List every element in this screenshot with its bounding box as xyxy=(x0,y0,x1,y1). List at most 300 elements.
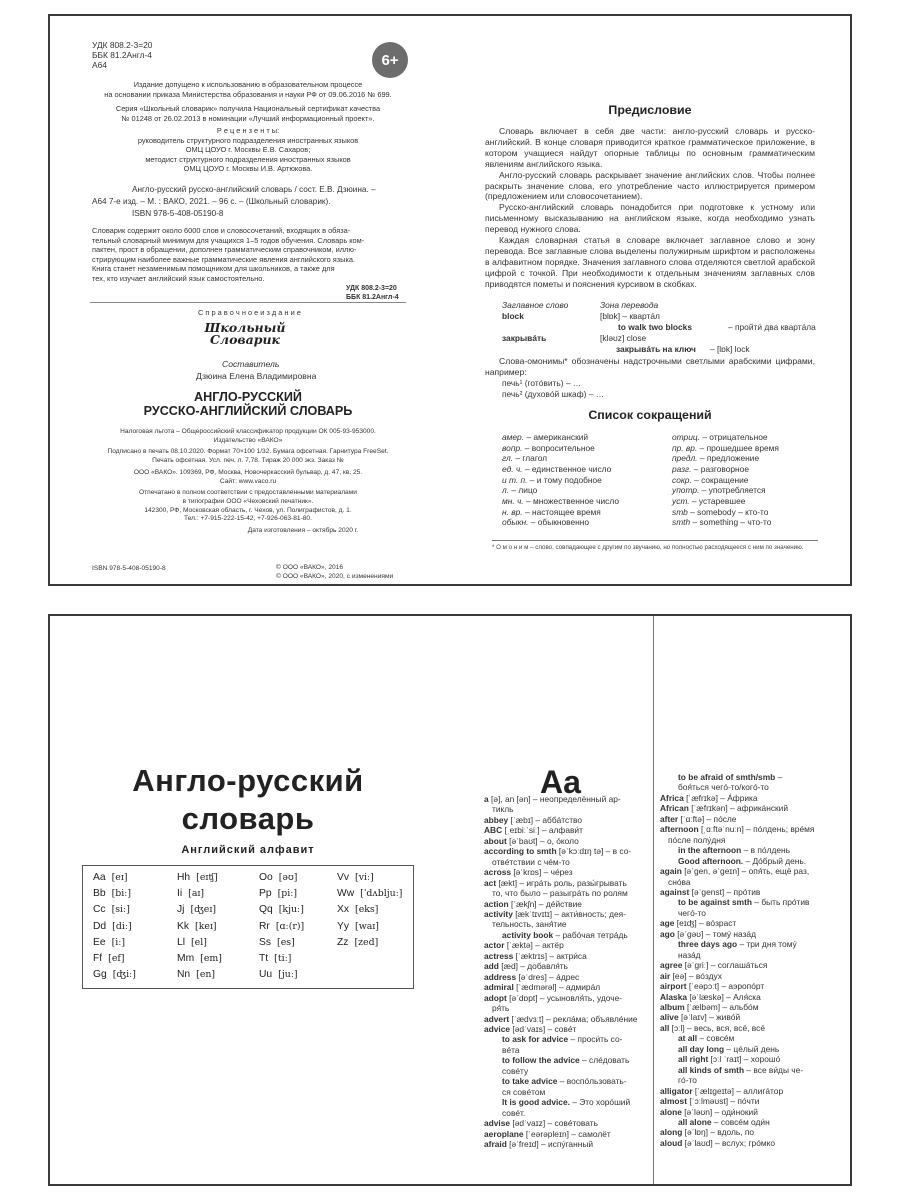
abbreviation-row: н. вр. – настоящее время xyxy=(502,506,601,517)
homonym-example: печь² (духовóй шкаф) – … xyxy=(502,389,605,399)
entry-headword: adopt xyxy=(484,992,507,1003)
dictionary-entry xyxy=(484,1066,648,1076)
letter-transcription: [iː] xyxy=(111,936,126,948)
entry-translation: [ˈædmǝrǝl] – адмирáл xyxy=(516,982,601,993)
dictionary-entry xyxy=(660,992,844,1002)
dictionary-entry xyxy=(484,940,648,950)
entry-translation: [ǝˈbaʊt] – о, óколо xyxy=(509,835,579,846)
abbreviation-term: пр. вр. xyxy=(672,442,698,453)
footnote: * О м о н и м – слово, совпадающее с другим по звучанию, но полностью расходящееся с ним по значению. xyxy=(492,540,818,552)
entry-translation: боя́ться чегó-то/когó-то xyxy=(678,782,769,793)
entry-translation: то, что было – разыгрáть по ролям xyxy=(492,888,628,899)
dictionary-entry xyxy=(484,930,648,940)
letter-glyph: Mm xyxy=(177,953,195,964)
tech-line: Издательство «ВАКО» xyxy=(213,436,283,444)
abbreviation-meaning: глагол xyxy=(522,453,548,464)
entry-headword: all xyxy=(660,1022,670,1033)
abbreviations-left xyxy=(502,432,619,528)
entry-headword: about xyxy=(484,835,507,846)
alphabet-letter xyxy=(337,886,402,902)
abbreviation-row: гл. – глагол xyxy=(502,453,548,464)
entry-translation: [ǝˈfreɪd] – испу́ганный xyxy=(509,1138,594,1149)
bbk-line: ББК 81.2Англ-4 xyxy=(92,50,152,60)
entry-translation: [eǝ] – вóздух xyxy=(672,970,722,981)
dictionary-entry xyxy=(660,803,844,813)
alphabet-letter xyxy=(337,935,378,951)
alphabet-letter xyxy=(337,870,374,886)
entry-translation: [ǝˈlaɪv] – живóй xyxy=(680,1012,741,1023)
reviewer-line: ОМЦ ЦОУО г. Москвы Е.В. Сахаров; xyxy=(185,145,311,155)
entry-translation: [ˈælɪgeɪtǝ] – аллигáтор xyxy=(694,1085,784,1096)
example-head: block xyxy=(502,311,524,321)
catalog-line: А64 7-е изд. – М. : ВАКО, 2021. – 96 с. – (Школьный словарик). xyxy=(92,197,331,206)
annotation-line: тех, кто изучает английский язык самостоятельно. xyxy=(92,273,265,283)
entry-headword: air xyxy=(660,970,671,981)
abbreviation-meaning: предложение xyxy=(706,453,760,464)
dictionary-entry xyxy=(660,835,844,845)
reviewer-line: ОМЦ ЦОУО г. Москвы И.В. Артюкова. xyxy=(183,164,313,174)
entry-headword: album xyxy=(660,1001,685,1012)
letter-transcription: [zed] xyxy=(354,936,379,948)
entry-translation: [ˈædvɜːt] – реклáма; объявлéние xyxy=(511,1013,638,1024)
entry-headword: airport xyxy=(660,981,687,992)
annotation-line: тельный словарный минимум для учащихся 1–5 годов обучения. Словарь ком- xyxy=(92,235,365,245)
dictionary-entry xyxy=(484,857,648,867)
entry-translation: [ǝˈkrɒs] – чéрез xyxy=(513,867,573,878)
tech-line: Сайт: www.vaco.ru xyxy=(219,477,277,485)
udk-block xyxy=(92,40,152,70)
entry-headword: alive xyxy=(660,1012,679,1023)
abbreviation-row: предл. – предложение xyxy=(672,453,760,464)
letter-transcription: [el] xyxy=(191,936,207,948)
example-translation: [blɒk] – квартáл xyxy=(600,311,660,321)
abbreviation-meaning: устаревшее xyxy=(698,495,746,506)
annotation-line: Словарик содержит около 6000 слов и словосочетаний, входящих в обяза- xyxy=(92,226,351,235)
entry-translation: [ǝˈlaʊd] – вслух; грóмко xyxy=(684,1137,776,1148)
abbreviation-term: разг. xyxy=(672,463,692,474)
alphabet-letter xyxy=(93,870,127,886)
dictionary-entry xyxy=(484,1014,648,1024)
entry-headword: add xyxy=(484,961,499,972)
entry-headword: afternoon xyxy=(660,824,699,835)
letter-transcription: [ʤeɪ] xyxy=(190,904,216,916)
entry-headword: alligator xyxy=(660,1085,693,1096)
letter-glyph: Xx xyxy=(337,904,350,916)
annotation-line: Книга станет незаменимым помощником для школьников, а также для xyxy=(92,264,335,274)
entry-headword: African xyxy=(660,803,689,814)
alphabet-letter xyxy=(259,935,295,951)
udk-right-block xyxy=(346,284,399,302)
letter-glyph: Ii xyxy=(177,888,183,900)
entry-translation: тикль xyxy=(492,804,514,815)
entry-headword: admiral xyxy=(484,982,514,993)
tech-line: Дата изготовления – октябрь 2020 г. xyxy=(247,527,359,535)
abbreviation-meaning: и тому подобное xyxy=(536,474,602,485)
isbn-bottom: ISBN 978-5-408-05190-8 xyxy=(92,565,166,572)
abbreviation-meaning: вопросительное xyxy=(531,442,595,453)
letter-transcription: [viː] xyxy=(355,872,374,883)
entry-translation: [ˈæktrɪs] – актри́са xyxy=(515,950,587,961)
entry-translation: [ǝdˈvaɪs] – совéт xyxy=(512,1023,577,1034)
dictionary-entry xyxy=(484,1129,648,1139)
entry-translation: гó-то xyxy=(678,1075,697,1086)
abbreviation-meaning: множественное число xyxy=(532,495,619,506)
letter-transcription: [ʤiː] xyxy=(112,969,136,981)
letter-glyph: Hh xyxy=(177,872,191,883)
preface-paragraph: Словарь включает в себя две части: англо-русский словарь и русско-английский. В конце словаря приводится краткое грамматическое приложение, в котором учащиеся найдут опорные таблицы по основным грамматическим явлениям английского языка. xyxy=(485,126,815,169)
preface-paragraph: Русско-английский словарь понадобится при подготовке к устному или письменному высказыванию на английском языке, когда необходимо узнать перевод нужного слова. xyxy=(485,202,815,235)
entry-headword: advert xyxy=(484,1013,510,1024)
abbreviation-term: smb xyxy=(672,506,688,517)
alphabet-letter xyxy=(259,870,297,886)
entry-headword: ABC xyxy=(484,825,503,836)
abbreviation-meaning: лицо xyxy=(518,485,538,496)
abbreviation-row: л. – лицо xyxy=(502,485,538,496)
entry-headword: almost xyxy=(660,1096,687,1107)
dictionary-entry xyxy=(660,918,844,928)
abbreviation-row: ед. ч. – единственное число xyxy=(502,463,612,474)
alphabet-letter xyxy=(93,935,125,951)
dictionary-entry xyxy=(484,1087,648,1097)
letter-glyph: Jj xyxy=(177,904,185,916)
letter-transcription: [juː] xyxy=(278,969,298,981)
tech-block xyxy=(90,428,406,536)
entry-translation: [ˈælbǝm] – альбóм xyxy=(687,1001,759,1012)
letter-glyph: Uu xyxy=(259,969,273,981)
letter-glyph: Aa xyxy=(93,872,106,883)
abbreviation-row: вопр. – вопросительное xyxy=(502,442,595,453)
abbreviation-meaning: американский xyxy=(533,432,589,442)
entry-headword: actor xyxy=(484,940,505,951)
entry-translation: – воспóльзовать- xyxy=(559,1076,627,1087)
entry-headword: age xyxy=(660,918,675,929)
letter-transcription: [biː] xyxy=(111,888,132,900)
entry-translation: – xyxy=(777,772,783,782)
entry-translation: вéта xyxy=(502,1044,520,1055)
letter-transcription: [ǝʊ] xyxy=(278,872,298,883)
entry-headword: all alone xyxy=(678,1116,712,1127)
dictionary-entry xyxy=(660,877,844,887)
dictionary-entry xyxy=(484,972,648,982)
reviewers-title: Р е ц е н з е н т ы: xyxy=(216,126,280,135)
entry-translation: пóсле полу́дня xyxy=(668,834,726,845)
letter-transcription: [aɪ] xyxy=(188,888,205,900)
abbreviation-meaning: единственное число xyxy=(531,463,612,474)
dictionary-entry xyxy=(660,960,844,970)
abbreviation-row: сокр. – сокращение xyxy=(672,474,749,485)
dictionary-entry xyxy=(660,1127,844,1137)
dictionary-entry xyxy=(484,888,648,898)
dictionary-entry xyxy=(484,1055,648,1065)
catalog-block xyxy=(92,184,376,220)
abbreviation-meaning: отрицательное xyxy=(709,432,768,442)
dictionary-entry xyxy=(484,1118,648,1128)
entry-translation: [eɪʤ] – вóзраст xyxy=(676,918,737,929)
preface-title: Предисловие xyxy=(608,103,692,117)
entry-headword: afraid xyxy=(484,1138,507,1149)
alphabet-letter xyxy=(337,919,379,935)
letter-glyph: Dd xyxy=(93,920,107,932)
dictionary-entry xyxy=(484,909,648,919)
entry-translation: [ǝˈgriː] – соглашáться xyxy=(684,960,768,971)
entry-translation: [ǝˈlǝʊn] – оди́нокий xyxy=(684,1106,758,1117)
entry-translation: [ˈæfrɪkǝ] – Áфрика xyxy=(686,792,758,803)
entry-translation: тельность, заня́тие xyxy=(492,919,567,930)
entry-translation: [ǝˈlæskǝ] – Аля́ска xyxy=(689,991,761,1002)
tech-line: ООО «ВАКО». 109369, РФ, Москва, Новочеркасский бульвар, д. 47, кв. 25. xyxy=(133,468,363,476)
example-head: to walk two blocks xyxy=(618,322,692,332)
alphabet-letter xyxy=(259,886,297,902)
letter-glyph: Zz xyxy=(337,936,349,948)
abbreviation-row: разг. – разговорное xyxy=(672,463,749,474)
entry-translation: снóва xyxy=(668,876,691,887)
dictionary-entry xyxy=(660,1138,844,1148)
abbreviation-term: уст. xyxy=(672,495,690,506)
abbreviation-term: употр. xyxy=(672,485,700,496)
abbreviation-meaning: somebody – кто-то xyxy=(697,506,769,517)
entry-headword: a xyxy=(484,794,489,804)
entry-headword: again xyxy=(660,866,682,877)
section-letter: Aa xyxy=(540,764,581,800)
letter-glyph: Vv xyxy=(337,872,350,883)
entry-headword: It is good advice. xyxy=(502,1097,570,1108)
abbreviation-meaning: something – что-то xyxy=(699,517,772,528)
dictionary-entry xyxy=(484,825,648,835)
dictionary-entry xyxy=(660,929,844,939)
entry-translation: [ˈɑːftǝ] – пóсле xyxy=(680,813,737,824)
alphabet-letter xyxy=(177,951,222,967)
homonyms-text: Слова-омонимы* обозначены надстрочными светлыми арабскими цифрами, например: xyxy=(485,356,815,377)
abbreviation-row: smb – somebody – кто-то xyxy=(672,506,769,517)
dictionary-entry xyxy=(660,1033,844,1043)
dictionary-entry xyxy=(484,1024,648,1034)
alphabet-letter xyxy=(177,967,215,983)
dictionary-entry xyxy=(484,1003,648,1013)
entry-translation: – рабóчая тетрáдь xyxy=(555,929,628,940)
dictionary-entry xyxy=(660,1117,844,1127)
dictionary-entry xyxy=(660,866,844,876)
entry-translation: – три дня томý xyxy=(739,939,797,950)
preface-paragraph: Англо-русский словарь раскрывает значение английских слов. Чтобы полнее раскрыть значение слова, его употребление часто иллюстрируется примером (предложением или словосочетанием). xyxy=(485,169,815,202)
letter-glyph: Ll xyxy=(177,936,186,948)
author-sign: А64 xyxy=(92,60,107,70)
letter-glyph: Tt xyxy=(259,953,269,964)
entry-translation: [ɔːl ˈraɪt] – хорошó xyxy=(710,1054,781,1065)
entry-translation: [ǝˈdres] – áдрес xyxy=(518,971,580,982)
alphabet-letter xyxy=(177,886,204,902)
alphabet-letter xyxy=(259,919,304,935)
entry-translation: совéт. xyxy=(502,1107,526,1118)
dictionary-entry xyxy=(484,867,648,877)
dictionary-entry xyxy=(660,981,844,991)
example-translation: – пройти́ два квартáла xyxy=(728,322,816,332)
alphabet-title: Английский алфавит xyxy=(181,844,315,856)
dictionary-title-line: Англо-русский xyxy=(132,763,364,798)
dictionary-entry xyxy=(660,1023,844,1033)
entry-translation: – совсéм xyxy=(699,1033,735,1044)
dictionary-entry xyxy=(484,846,648,856)
alphabet-letter xyxy=(93,967,136,983)
udk-line: УДК 808.2-3=20 xyxy=(92,40,153,50)
entry-headword: action xyxy=(484,898,509,909)
abbreviation-term: л. xyxy=(502,485,510,496)
example-head: закрывáть xyxy=(502,333,547,343)
entry-translation: [ˌeɪbiːˈsiː] – алфави́т xyxy=(504,825,583,836)
dictionary-entry xyxy=(484,1108,648,1118)
alphabet-letter xyxy=(93,919,132,935)
entry-translation: назáд xyxy=(678,949,701,960)
dictionary-entry xyxy=(660,793,844,803)
letter-transcription: [eɪʧ] xyxy=(196,872,218,883)
abbreviation-term: сокр. xyxy=(672,474,692,485)
isbn-line: ISBN 978-5-408-05190-8 xyxy=(132,209,224,218)
entry-headword: to follow the advice xyxy=(502,1055,580,1066)
dictionary-entry xyxy=(484,899,648,909)
entry-headword: according to smth xyxy=(484,846,557,857)
example-head: закрывáть на ключ xyxy=(616,344,696,354)
entry-headword: actress xyxy=(484,950,514,961)
letter-glyph: Rr xyxy=(259,920,270,932)
letter-transcription: [ef] xyxy=(108,953,125,964)
entry-translation: [ǝdˈvaɪz] – совéтовать xyxy=(512,1118,598,1129)
entry-headword: against xyxy=(660,886,690,897)
compiler-title: Составитель xyxy=(222,359,280,369)
abbreviation-term: ед. ч. xyxy=(502,463,523,474)
abbreviation-term: smth xyxy=(672,517,691,528)
logo-line: Школьный xyxy=(204,320,286,335)
entry-headword: ago xyxy=(660,928,675,939)
tech-line: 142300, РФ, Московская область, г. Чехов, ул. Полиграфистов, д. 1. xyxy=(144,506,352,514)
dictionary-entry xyxy=(660,897,844,907)
letter-glyph: Bb xyxy=(93,888,106,900)
dictionary-title xyxy=(90,762,406,838)
letter-transcription: [piː] xyxy=(277,888,298,900)
entry-headword: act xyxy=(484,877,497,888)
letter-glyph: Cc xyxy=(93,904,106,916)
entry-headword: Good afternoon. xyxy=(678,855,744,866)
dictionary-column-2 xyxy=(660,772,844,1148)
dictionary-entry xyxy=(484,836,648,846)
entry-translation: [ˈeǝrǝpleɪn] – самолёт xyxy=(525,1128,611,1139)
abbreviation-term: обыкн. xyxy=(502,517,529,528)
dictionary-entry xyxy=(484,1097,648,1107)
entry-headword: to be against smth xyxy=(678,897,752,908)
tech-line: Отпечатано в полном соответствии с предоставленными материалами xyxy=(139,489,357,497)
entry-headword: all right xyxy=(678,1054,709,1065)
entry-translation: ря́ть xyxy=(492,1003,510,1014)
letter-transcription: [tiː] xyxy=(274,953,292,964)
copyright-line: © ООО «ВАКО», 2020, с изменениями xyxy=(276,572,394,580)
annotation-line: пактен, прост в обращении, дополнен грамматическим справочником, иллю- xyxy=(92,245,357,255)
alphabet-table xyxy=(82,865,414,989)
entry-headword: after xyxy=(660,813,679,824)
abbreviation-meaning: прошедшее время xyxy=(706,442,779,453)
dictionary-entry xyxy=(660,1012,844,1022)
entry-translation: [ǝˈgǝʊ] – томý назáд xyxy=(677,928,756,939)
alphabet-letter xyxy=(337,902,378,918)
preface-paragraph: Каждая словарная статья в словаре включает заглавное слово и зону перевода. Все заглавные слова выделены полужирным шрифтом и расположены в алфавитном порядке. Значения заглавного слова отделяются светлой арабской цифрой с точкой. При необходимости к отдельным значениям заглавных слов приводятся пометы и пояснения курсивом в скобках. xyxy=(485,235,815,289)
reviewer-line: методист структурного подразделения иностранных языков xyxy=(145,154,351,164)
dictionary-entry xyxy=(484,815,648,825)
catalog-line: Англо-русский русско-английский словарь / сост. Е.В. Дзюина. – xyxy=(132,185,376,194)
dictionary-entry xyxy=(660,845,844,855)
preface-text xyxy=(485,126,815,290)
series-line: № 01248 от 26.02.2013 в номинации «Лучший информационный проект». xyxy=(121,113,375,123)
dictionary-entry xyxy=(484,951,648,961)
abbreviation-meaning: разговорное xyxy=(700,463,749,474)
entry-translation: чегó-то xyxy=(678,907,706,918)
compiler-name: Дзюина Елена Владимировна xyxy=(196,371,317,381)
entry-headword: across xyxy=(484,867,512,878)
dictionary-entry xyxy=(660,908,844,918)
permit-block xyxy=(90,80,406,99)
letter-glyph: Gg xyxy=(93,969,107,981)
permit-line: Издание допущено к использованию в образовательном процессе xyxy=(133,80,363,89)
entry-translation: [ǝˈlɒŋ] – вдоль, по xyxy=(684,1127,755,1138)
entry-translation: [ˈækʃn] – дéйствие xyxy=(511,898,582,909)
age-rating-badge: 6+ xyxy=(372,42,408,78)
alphabet-letter xyxy=(93,902,130,918)
book-title-line: АНГЛО-РУССКИЙ xyxy=(194,390,302,404)
entry-translation: – Это хорóший xyxy=(572,1097,631,1108)
abbreviation-term: отриц. xyxy=(672,432,700,442)
dictionary-entry xyxy=(660,1096,844,1106)
entry-translation: отвéтствии с чéм-то xyxy=(492,856,570,867)
dictionary-entry xyxy=(660,1002,844,1012)
letter-transcription: [es] xyxy=(277,936,295,948)
abbreviation-row: и т. п. – и тому подобное xyxy=(502,474,602,485)
dictionary-entry xyxy=(484,804,648,814)
letter-transcription: [siː] xyxy=(111,904,130,916)
entry-translation: [æd] – добавля́ть xyxy=(501,961,568,972)
abbreviation-row: пр. вр. – прошедшее время xyxy=(672,442,779,453)
letter-glyph: Ss xyxy=(259,936,272,948)
dictionary-entry xyxy=(484,1034,648,1044)
reviewer-line: руководитель структурного подразделения иностранных языков xyxy=(137,135,359,145)
alphabet-letter xyxy=(93,951,125,967)
dictionary-column-1 xyxy=(484,794,648,1149)
homonyms-note xyxy=(485,356,815,378)
entry-headword: alone xyxy=(660,1106,682,1117)
edition-type: С п р а в о ч н о е и з д а н и е xyxy=(198,308,301,317)
letter-glyph: Ff xyxy=(93,953,103,964)
udk-right-line: УДК 808.2-3=20 xyxy=(346,285,397,292)
abbreviation-meaning: употребляется xyxy=(708,485,766,496)
letter-glyph: Pp xyxy=(259,888,272,900)
entry-translation: – цéлый день xyxy=(726,1043,780,1054)
dictionary-entry xyxy=(660,971,844,981)
entry-headword: agree xyxy=(660,960,683,971)
entry-translation: – проси́ть со- xyxy=(570,1034,623,1045)
entry-headword: aeroplane xyxy=(484,1128,524,1139)
dictionary-entry xyxy=(484,961,648,971)
dictionary-page xyxy=(48,614,852,1186)
bbk-right-line: ББК 81.2Англ-4 xyxy=(346,294,399,301)
entry-headword: to be afraid of smth/smb xyxy=(678,772,776,782)
entry-translation: [ǝˈkɔːdɪŋ tǝ] – в со- xyxy=(558,846,632,857)
entry-headword: address xyxy=(484,971,517,982)
abbreviation-term: амер. xyxy=(502,432,525,442)
entry-translation: – в пóлдень xyxy=(743,845,790,856)
entry-translation: [ǝˈgen, ǝˈgeɪn] – опя́ть, ещё раз, xyxy=(684,866,810,877)
dictionary-entry xyxy=(660,814,844,824)
letter-transcription: [eks] xyxy=(355,904,379,916)
entry-headword: activity xyxy=(484,908,513,919)
entry-translation: [ɔːl] – весь, вся, всё, всé xyxy=(671,1022,765,1033)
dictionary-entry xyxy=(660,856,844,866)
dictionary-entry xyxy=(660,1086,844,1096)
entry-translation: [ˈæktǝ] – актёр xyxy=(506,940,564,951)
